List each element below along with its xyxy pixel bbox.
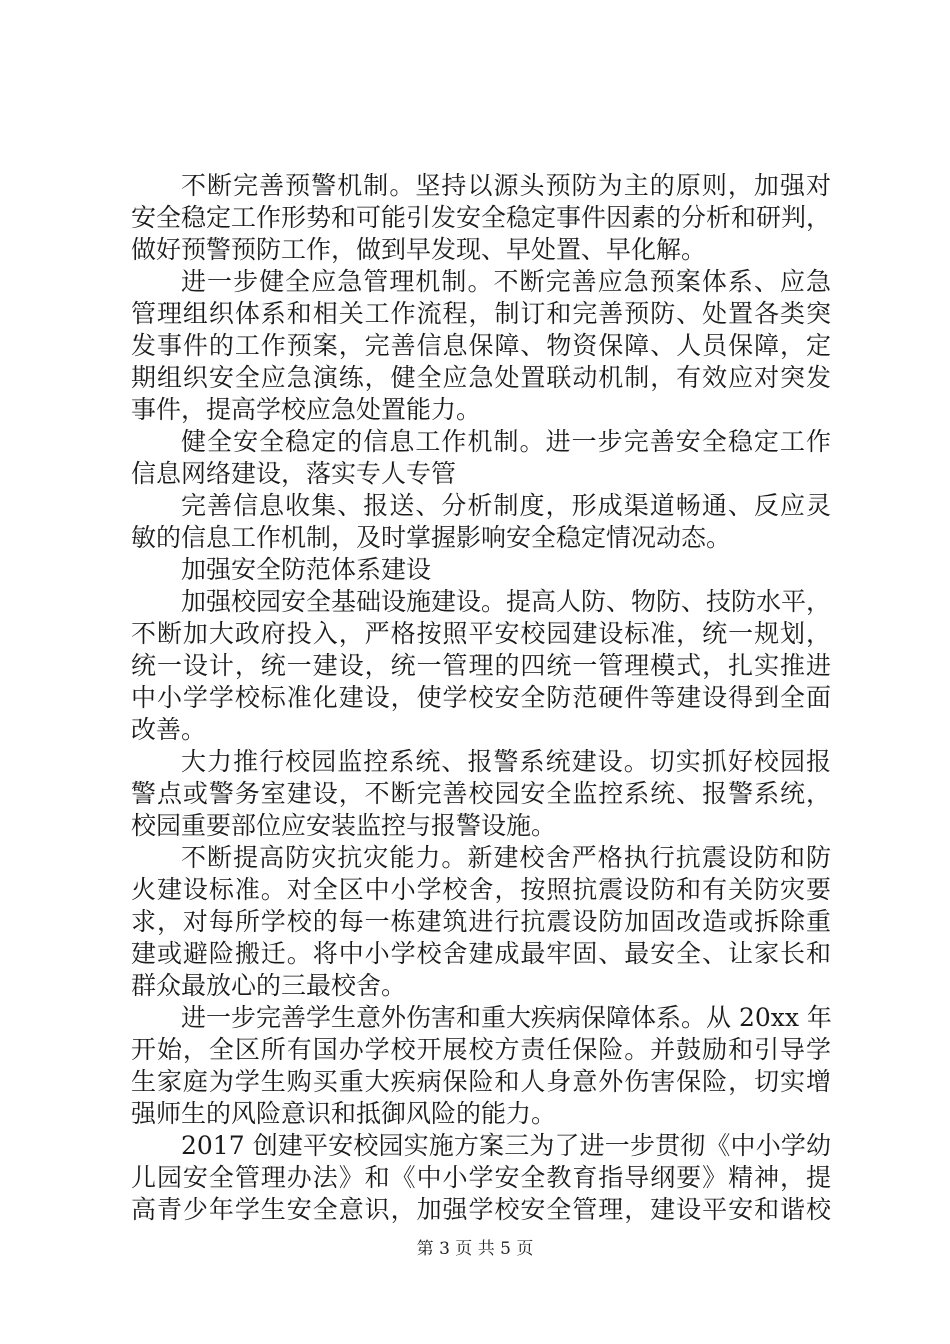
- text-line: 进一步健全应急管理机制。不断完善应急预案体系、应急: [181, 267, 831, 296]
- text-line: 进一步完善学生意外伤害和重大疾病保障体系。从 20xx 年: [181, 1003, 832, 1032]
- text-line: 校园重要部位应安装监控与报警设施。: [131, 811, 557, 840]
- text-line: 求，对每所学校的每一栋建筑进行抗震设防加固改造或拆除重: [131, 907, 831, 936]
- text-line: 高青少年学生安全意识，加强学校安全管理，建设平安和谐校: [131, 1195, 831, 1224]
- text-line: 加强校园安全基础设施建设。提高人防、物防、技防水平，: [181, 587, 832, 616]
- text-line: 2017 创建平安校园实施方案三为了进一步贯彻《中小学幼: [181, 1131, 831, 1160]
- text-line: 管理组织体系和相关工作流程，制订和完善预防、处置各类突: [131, 299, 831, 328]
- text-line: 发事件的工作预案，完善信息保障、物资保障、人员保障，定: [131, 331, 831, 360]
- text-line: 生家庭为学生购买重大疾病保险和人身意外伤害保险，切实增: [131, 1067, 831, 1096]
- text-line: 不断完善预警机制。坚持以源头预防为主的原则，加强对: [181, 171, 831, 200]
- text-line: 期组织安全应急演练，健全应急处置联动机制，有效应对突发: [131, 363, 831, 392]
- text-line: 信息网络建设，落实专人专管: [131, 459, 457, 488]
- text-line: 建或避险搬迁。将中小学校舍建成最牢固、最安全、让家长和: [131, 939, 831, 968]
- text-line: 不断加大政府投入，严格按照平安校园建设标准，统一规划，: [131, 619, 831, 648]
- text-line: 事件，提高学校应急处置能力。: [131, 395, 482, 424]
- text-line: 强师生的风险意识和抵御风险的能力。: [131, 1099, 557, 1128]
- text-line: 儿园安全管理办法》和《中小学安全教育指导纲要》精神，提: [131, 1163, 831, 1192]
- text-line: 加强安全防范体系建设: [181, 555, 432, 584]
- text-line: 改善。: [131, 715, 207, 744]
- text-line: 警点或警务室建设，不断完善校园安全监控系统、报警系统，: [131, 779, 831, 808]
- text-line: 做好预警预防工作，做到早发现、早处置、早化解。: [131, 235, 707, 264]
- text-line: 完善信息收集、报送、分析制度，形成渠道畅通、反应灵: [181, 491, 831, 520]
- text-line: 火建设标准。对全区中小学校舍，按照抗震设防和有关防灾要: [131, 875, 831, 904]
- text-line: 开始，全区所有国办学校开展校方责任保险。并鼓励和引导学: [131, 1035, 831, 1064]
- text-line: 群众最放心的三最校舍。: [131, 971, 407, 1000]
- text-line: 大力推行校园监控系统、报警系统建设。切实抓好校园报: [181, 747, 831, 776]
- text-line: 统一设计，统一建设，统一管理的四统一管理模式，扎实推进: [131, 651, 831, 680]
- text-line: 敏的信息工作机制，及时掌握影响安全稳定情况动态。: [131, 523, 732, 552]
- text-line: 安全稳定工作形势和可能引发安全稳定事件因素的分析和研判，: [131, 203, 832, 232]
- page-footer: 第 3 页 共 5 页: [416, 1239, 534, 1259]
- text-line: 中小学学校标准化建设，使学校安全防范硬件等建设得到全面: [131, 683, 831, 712]
- text-line: 不断提高防灾抗灾能力。新建校舍严格执行抗震设防和防: [181, 843, 831, 872]
- document-body: [131, 170, 831, 1226]
- text-line: 健全安全稳定的信息工作机制。进一步完善安全稳定工作: [181, 427, 831, 456]
